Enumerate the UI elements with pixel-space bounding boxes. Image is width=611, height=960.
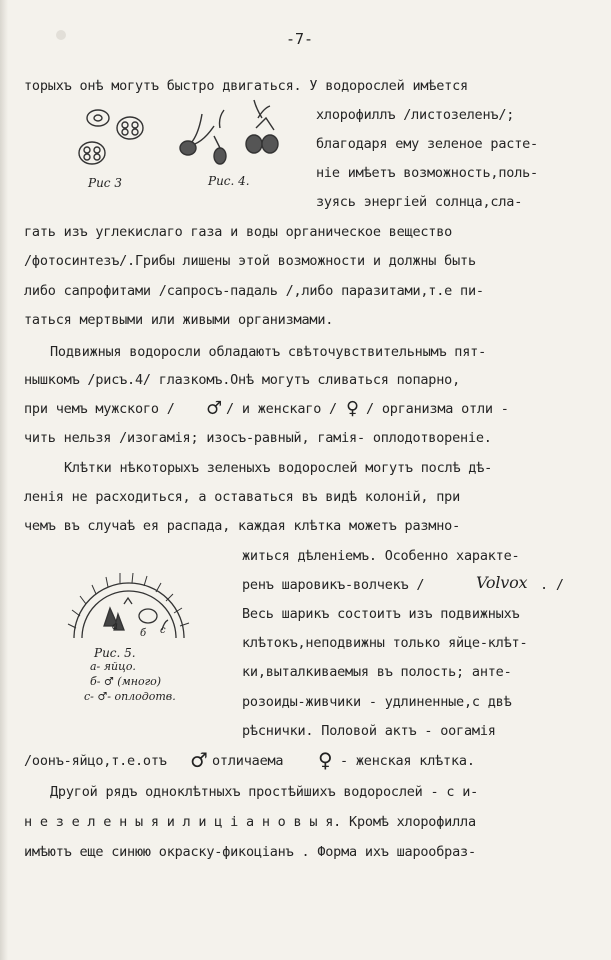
text-line: Другой рядъ одноклѣтныхъ простѣйшихъ водорослей - с и- bbox=[50, 784, 479, 800]
volvox-handwritten: Volvox bbox=[476, 573, 528, 592]
text-line: Подвижныя водоросли обладаютъ свѣточувствительнымъ пят- bbox=[50, 344, 487, 360]
page-edge-shadow bbox=[0, 0, 8, 960]
page-number: -7- bbox=[286, 30, 314, 48]
text-line: чемъ въ случаѣ ея распада, каждая клѣтка можетъ размно- bbox=[24, 518, 461, 534]
text-line: ленія не расходиться, а оставаться въ видѣ колоній, при bbox=[24, 489, 461, 505]
text-line: розоиды-живчики - удлиненные,с двѣ bbox=[242, 694, 512, 710]
text-line: Клѣтки нѣкоторыхъ зеленыхъ водорослей могутъ послѣ дѣ- bbox=[64, 460, 493, 476]
text-line: / организма отли - bbox=[366, 401, 509, 417]
figure-5-legend-b: б- ♂ (много) bbox=[90, 675, 162, 688]
figure-3-caption: Рис 3 bbox=[88, 176, 122, 190]
text-line: ки,выталкиваемыя въ полость; анте- bbox=[242, 664, 512, 680]
figure-5-legend-c: с- ♂- оплодотв. bbox=[84, 690, 176, 703]
figure-4-caption: Рис. 4. bbox=[208, 174, 250, 188]
female-symbol: ♀ bbox=[318, 748, 333, 772]
figure-5-caption: Рис. 5. bbox=[94, 646, 136, 660]
text-line: нышкомъ /рисъ.4/ глазкомъ.Онѣ могутъ сливаться попарно, bbox=[24, 372, 461, 388]
text-line: торыхъ онѣ могутъ быстро двигаться. У водорослей имѣется bbox=[24, 78, 468, 94]
text-line: /оонъ-яйцо,т.е.отъ bbox=[24, 753, 167, 769]
text-line: имѣютъ еще синюю окраску-фикоціанъ . Форма ихъ шарообраз- bbox=[24, 844, 476, 860]
text-line: либо сапрофитами /сапросъ-падаль /,либо паразитами,т.е пи- bbox=[24, 283, 484, 299]
text-line: . / bbox=[540, 577, 564, 593]
text-line: чить нельзя /изогамія; изосъ-равный, гамія- оплодотвореніе. bbox=[24, 430, 492, 446]
text-line: клѣтокъ,неподвижны только яйце-клѣт- bbox=[242, 635, 528, 651]
figure-5-legend-a: а- яйцо. bbox=[90, 660, 136, 673]
figure-5-letter-c: с bbox=[160, 625, 166, 636]
male-symbol: ♂ bbox=[206, 398, 222, 419]
text-line: /фотосинтезъ/.Грибы лишены этой возможности и должны быть bbox=[24, 253, 476, 269]
text-line: рѣснички. Половой актъ - оогамія bbox=[242, 723, 496, 739]
figure-5-volvox-drawing bbox=[64, 560, 194, 646]
figure-5-letter-a: а bbox=[112, 621, 118, 632]
text-line: зуясь энергіей солнца,сла- bbox=[316, 194, 523, 210]
text-line: н е з е л е н ы я и л и ц і а н о в ы я. Кромѣ хлорофилла bbox=[24, 814, 476, 830]
text-line: / и женскаго / bbox=[226, 401, 337, 417]
text-line: при чемъ мужского / bbox=[24, 401, 175, 417]
punch-hole bbox=[56, 30, 66, 40]
male-symbol: ♂ bbox=[190, 748, 208, 772]
text-line: ренъ шаровикъ-волчекъ / bbox=[242, 577, 425, 593]
text-line: отличаема bbox=[212, 753, 284, 769]
figure-5-letter-b: б bbox=[140, 628, 147, 639]
text-line: таться мертвыми или живыми организмами. bbox=[24, 312, 334, 328]
female-symbol: ♀ bbox=[346, 398, 359, 419]
text-line: гать изъ углекислаго газа и воды органическое вещество bbox=[24, 224, 453, 240]
text-line: житься дѣленіемъ. Особенно характе- bbox=[242, 548, 520, 564]
text-line: Весь шарикъ состоитъ изъ подвижныхъ bbox=[242, 606, 520, 622]
text-line: благодаря ему зеленое расте- bbox=[316, 136, 538, 152]
text-line: хлорофиллъ /листозеленъ/; bbox=[316, 107, 515, 123]
text-line: ніе имѣетъ возможность,поль- bbox=[316, 165, 538, 181]
text-line: - женская клѣтка. bbox=[340, 753, 475, 769]
